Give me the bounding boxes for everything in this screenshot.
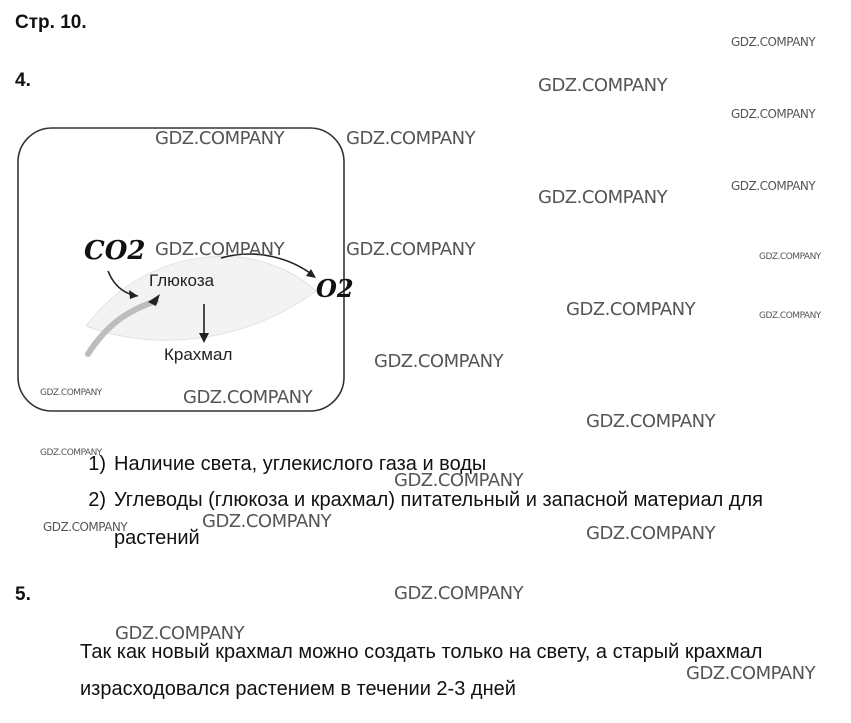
watermark: GDZ.COMPANY — [759, 311, 821, 321]
o2-arrowhead — [306, 269, 316, 278]
leaf-shape — [86, 256, 316, 340]
task-5-line-1: Так как новый крахмал можно создать только на свету, а старый крахмал — [80, 641, 763, 663]
answer-2-continuation: растений — [114, 527, 200, 549]
watermark: GDZ.COMPANY — [202, 511, 332, 532]
starch-label: Крахмал — [164, 345, 233, 364]
answer-1-number: 1) — [88, 453, 106, 475]
task-5-number: 5. — [15, 584, 31, 605]
o2-label: O2 — [316, 274, 354, 303]
watermark: GDZ.COMPANY — [155, 128, 285, 149]
watermark: GDZ.COMPANY — [40, 448, 102, 458]
watermark: GDZ.COMPANY — [346, 239, 476, 260]
watermark: GDZ.COMPANY — [731, 35, 816, 49]
glucose-label: Глюкоза — [149, 271, 215, 290]
watermark: GDZ.COMPANY — [40, 388, 102, 398]
co2-label: CO2 — [84, 236, 146, 266]
watermark: GDZ.COMPANY — [731, 179, 816, 193]
photosynthesis-diagram — [16, 126, 354, 413]
watermark: GDZ.COMPANY — [586, 411, 716, 432]
answer-1-text: Наличие света, углекислого газа и воды — [114, 453, 487, 475]
watermark: GDZ.COMPANY — [686, 663, 816, 684]
diagram-canvas — [16, 126, 346, 413]
watermark: GDZ.COMPANY — [731, 107, 816, 121]
watermark: GDZ.COMPANY — [759, 252, 821, 262]
watermark: GDZ.COMPANY — [115, 623, 245, 644]
watermark: GDZ.COMPANY — [538, 187, 668, 208]
task-4-number: 4. — [15, 70, 31, 91]
watermark: GDZ.COMPANY — [394, 470, 524, 491]
watermark: GDZ.COMPANY — [183, 387, 313, 408]
answer-2-number: 2) — [88, 489, 106, 511]
watermark: GDZ.COMPANY — [538, 75, 668, 96]
page-title: Стр. 10. — [15, 12, 87, 33]
answer-2-text: Углеводы (глюкоза и крахмал) питательный и запасной материал для — [114, 489, 763, 511]
watermark: GDZ.COMPANY — [43, 520, 128, 534]
watermark: GDZ.COMPANY — [155, 239, 285, 260]
task-5-line-2: израсходовался растением в течении 2-3 дней — [80, 678, 516, 700]
watermark: GDZ.COMPANY — [566, 299, 696, 320]
watermark: GDZ.COMPANY — [586, 523, 716, 544]
watermark: GDZ.COMPANY — [346, 128, 476, 149]
watermark: GDZ.COMPANY — [394, 583, 524, 604]
watermark: GDZ.COMPANY — [374, 351, 504, 372]
